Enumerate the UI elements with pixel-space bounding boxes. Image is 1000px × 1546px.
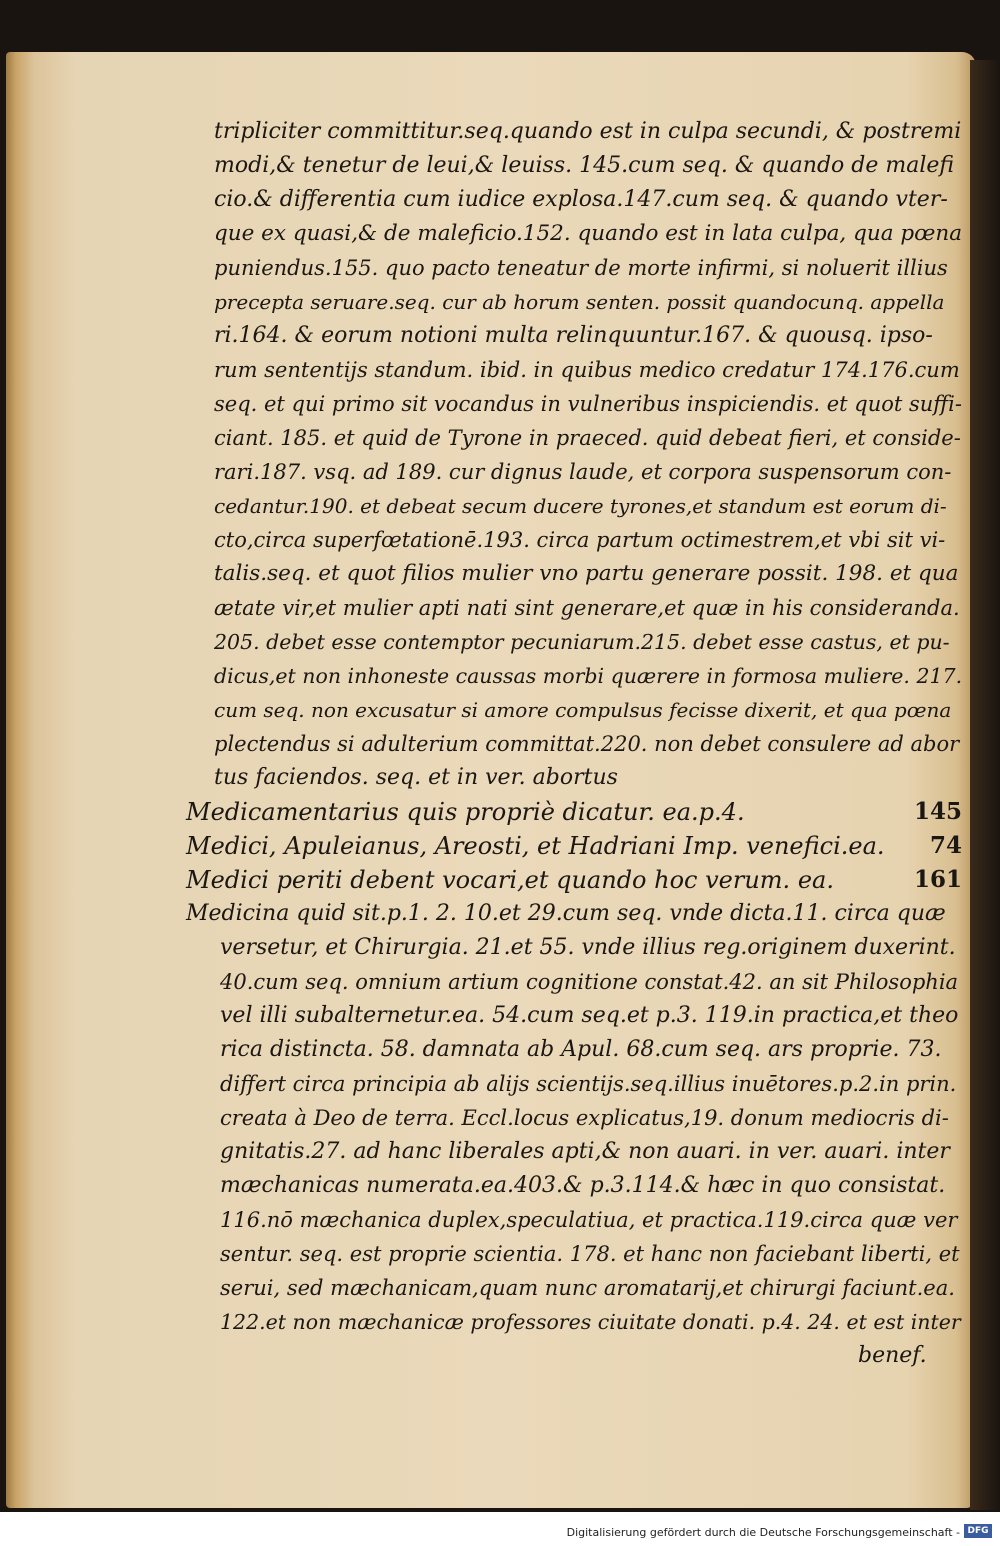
- index-page-number: 74: [929, 832, 962, 859]
- body-line: creata à Deo de terra. Eccl.locus explicatus,19. donum mediocris di-: [220, 1106, 949, 1130]
- index-page-number: 161: [913, 866, 962, 893]
- body-line: serui, sed mæchanicam,quam nunc aromatarij,et chirurgi faciunt.ea.: [220, 1276, 955, 1300]
- body-line: ri.164. & eorum notioni multa relinquuntur.167. & quousq. ipso-: [214, 323, 933, 348]
- body-line: differt circa principia ab alijs scientijs.seq.illius inuētores.p.2.in prin.: [220, 1072, 957, 1096]
- body-line: sentur. seq. est proprie scientia. 178. et hanc non faciebant liberti, et: [220, 1242, 960, 1266]
- body-line: 116.nō mæchanica duplex,speculatiua, et practica.119.circa quæ ver: [220, 1208, 958, 1232]
- body-line: plectendus si adulterium committat.220. non debet consulere ad abor: [214, 732, 960, 756]
- body-line: 122.et non mæchanicæ professores ciuitate donati. p.4. 24. et est inter: [220, 1310, 961, 1334]
- body-line: talis.seq. et quot filios mulier vno partu generare possit. 198. et qua: [214, 561, 959, 586]
- body-line: cum seq. non excusatur si amore compulsus fecisse dixerit, et qua pœna: [214, 698, 952, 722]
- body-line: mæchanicas numerata.ea.403.& p.3.114.& hæc in quo consistat.: [220, 1173, 946, 1198]
- body-line: rum sententijs standum. ibid. in quibus medico credatur 174.176.cum: [214, 358, 960, 382]
- body-line: versetur, et Chirurgia. 21.et 55. vnde illius reg.originem duxerint.: [220, 935, 956, 960]
- body-line: cedantur.190. et debeat secum ducere tyrones,et standum est eorum di-: [214, 494, 947, 518]
- index-entry: Medici, Apuleianus, Areosti, et Hadriani Imp. venefici.ea.: [186, 832, 885, 860]
- body-line: ciant. 185. et quid de Tyrone in praeced. quid debeat fieri, et conside-: [214, 426, 961, 450]
- body-line: 205. debet esse contemptor pecuniarum.215. debet esse castus, et pu-: [214, 630, 950, 654]
- index-entry: Medicamentarius quis propriè dicatur. ea.p.4.: [186, 798, 745, 826]
- body-line: modi,& tenetur de leui,& leuiss. 145.cum seq. & quando de malefi: [214, 153, 955, 178]
- body-line: 40.cum seq. omnium artium cognitione constat.42. an sit Philosophia: [220, 970, 959, 994]
- body-line: rica distincta. 58. damnata ab Apul. 68.cum seq. ars proprie. 73.: [220, 1037, 942, 1062]
- body-line: tripliciter committitur.seq.quando est in culpa secundi, & postremi: [214, 119, 962, 144]
- body-line: dicus,et non inhoneste caussas morbi quærere in formosa muliere. 217.: [214, 664, 963, 688]
- body-line: cto,circa superfœtationē.193. circa partum octimestrem,et vbi sit vi-: [214, 528, 946, 552]
- index-entry-medicina: Medicina quid sit.p.1. 2. 10.et 29.cum seq. vnde dicta.11. circa quæ: [186, 901, 946, 926]
- body-line: precepta seruare.seq. cur ab horum senten. possit quandocunq. appella: [214, 290, 945, 314]
- body-line: ætate vir,et mulier apti nati sint generare,et quæ in his consideranda.: [214, 596, 960, 620]
- body-line: seq. et qui primo sit vocandus in vulneribus inspiciendis. et quot suffi-: [214, 392, 962, 416]
- catchword: benef.: [858, 1343, 927, 1368]
- body-line: puniendus.155. quo pacto teneatur de morte infirmi, si noluerit illius: [214, 256, 948, 280]
- body-line: cio.& differentia cum iudice explosa.147.cum seq. & quando vter-: [214, 187, 948, 212]
- dfg-logo: DFG: [964, 1524, 992, 1538]
- body-line: rari.187. vsq. ad 189. cur dignus laude, et corpora suspensorum con-: [214, 460, 952, 484]
- body-line: vel illi subalternetur.ea. 54.cum seq.et p.3. 119.in practica,et theo: [220, 1003, 959, 1028]
- body-line: gnitatis.27. ad hanc liberales apti,& non auari. in ver. auari. inter: [220, 1139, 950, 1164]
- body-line: que ex quasi,& de maleficio.152. quando est in lata culpa, qua pœna: [214, 221, 963, 246]
- digitization-footer: [0, 1512, 1000, 1546]
- index-page-number: 145: [913, 798, 962, 825]
- body-line: tus faciendos. seq. et in ver. abortus: [214, 765, 618, 790]
- footer-text: Digitalisierung gefördert durch die Deutsche Forschungsgemeinschaft -: [566, 1526, 960, 1539]
- index-entry: Medici periti debent vocari,et quando hoc verum. ea.: [186, 866, 834, 894]
